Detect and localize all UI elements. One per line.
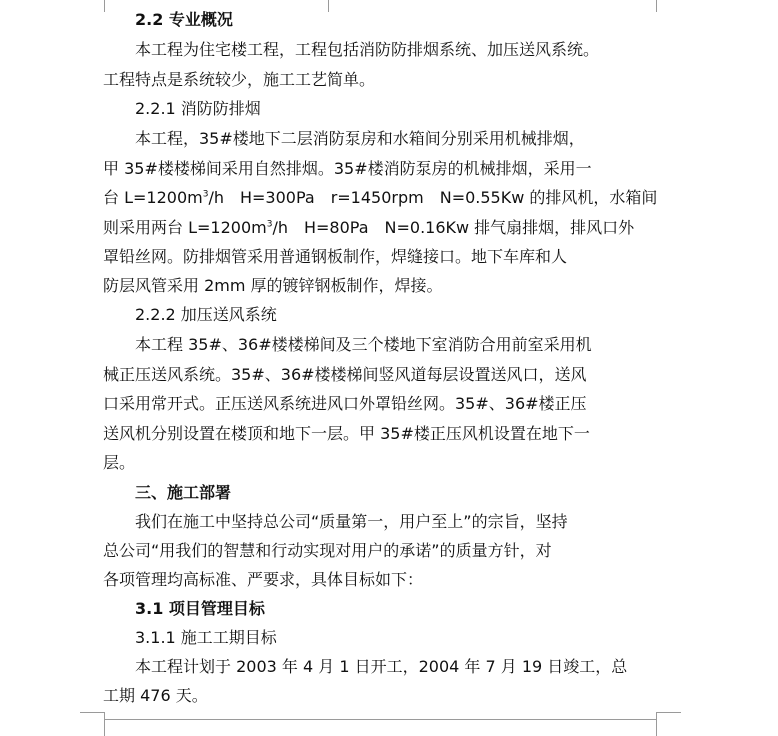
- paragraph-text: 送风机分别设置在楼顶和地下一层。甲 35#楼正压风机设置在地下一: [103, 424, 590, 443]
- section-3-1-heading: 3.1 项目管理目标: [135, 599, 265, 618]
- paragraph-text: 罩铅丝网。防排烟管采用普通钢板制作，焊缝接口。地下车库和人: [103, 247, 568, 266]
- section-2-2-1-heading: 2.2.1 消防防排烟: [135, 99, 261, 118]
- paragraph-text: 口采用常开式。正压送风系统进风口外罩铅丝网。35#、36#楼正压: [103, 394, 587, 413]
- superscript: 3: [266, 219, 273, 230]
- crop-mark-bottom-right-v: [656, 712, 657, 736]
- paragraph-text: 本工程计划于 2003 年 4 月 1 日开工，2004 年 7 月 19 日竣工，总: [135, 657, 628, 676]
- section-2-2-heading: 2.2 专业概况: [135, 10, 233, 29]
- paragraph-text: 本工程，35#楼地下二层消防泵房和水箱间分别采用机械排烟，: [135, 129, 585, 148]
- superscript: 3: [202, 189, 209, 200]
- text-part: 则采用两台 L=1200m: [103, 218, 267, 237]
- text-part: 台 L=1200m: [103, 188, 203, 207]
- page-bottom-border: [104, 719, 656, 720]
- paragraph-text: 本工程 35#、36#楼楼梯间及三个楼地下室消防合用前室采用机: [135, 335, 592, 354]
- section-3-1-1-heading: 3.1.1 施工工期目标: [135, 628, 277, 647]
- section-3-heading: 三、施工部署: [135, 483, 232, 502]
- page-left-border: [104, 0, 105, 12]
- crop-mark-bottom-left-h: [80, 712, 104, 713]
- text-part: /h H=80Pa N=0.16Kw 排气扇排烟，排风口外: [272, 218, 635, 237]
- paragraph-text: 层。: [103, 453, 136, 472]
- paragraph-text: 各项管理均高标准、严要求，具体目标如下：: [103, 570, 424, 589]
- paragraph-text: 工程特点是系统较少，施工工艺简单。: [103, 70, 376, 89]
- crop-mark-bottom-right-h: [657, 712, 681, 713]
- paragraph-text: 总公司“用我们的智慧和行动实现对用户的承诺”的质量方针，对: [103, 541, 552, 560]
- text-part: /h H=300Pa r=1450rpm N=0.55Kw 的排风机，水箱间: [208, 188, 658, 207]
- paragraph-text: 工期 476 天。: [103, 686, 208, 705]
- crop-mark-bottom-left-v: [104, 712, 105, 736]
- page-right-border: [656, 0, 657, 12]
- paragraph-text: 防层风管采用 2mm 厚的镀锌钢板制作，焊接。: [103, 276, 443, 295]
- paragraph-text: 甲 35#楼楼梯间采用自然排烟。35#楼消防泵房的机械排烟，采用一: [103, 159, 592, 178]
- paragraph-text: 我们在施工中坚持总公司“质量第一，用户至上”的宗旨，坚持: [135, 512, 568, 531]
- table-divider: [328, 0, 329, 12]
- paragraph-text: [103, 218, 634, 238]
- section-2-2-2-heading: 2.2.2 加压送风系统: [135, 305, 277, 324]
- paragraph-text: [103, 188, 657, 208]
- paragraph-text: 械正压送风系统。35#、36#楼楼梯间竖风道每层设置送风口，送风: [103, 365, 587, 384]
- paragraph-text: 本工程为住宅楼工程，工程包括消防防排烟系统、加压送风系统。: [135, 40, 600, 59]
